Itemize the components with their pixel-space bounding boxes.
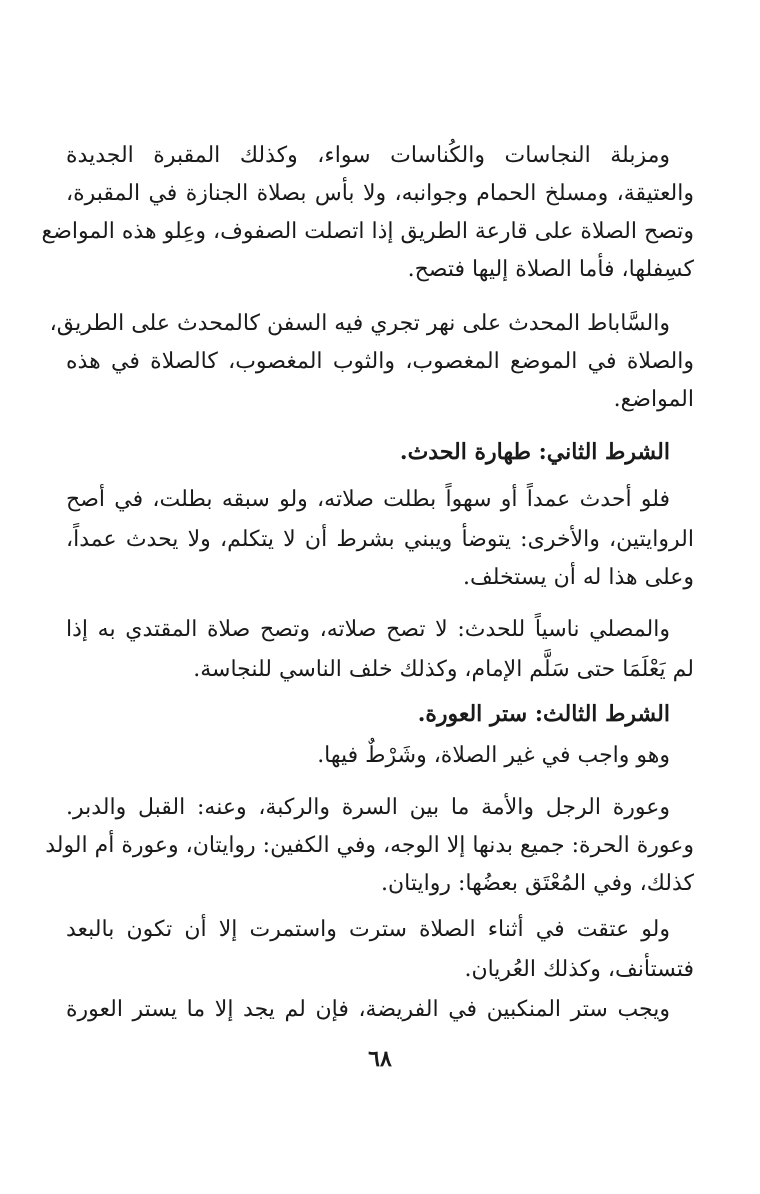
paragraph-line-15: وهو واجب في غير الصلاة، وشَرْطٌ فيها.: [317, 743, 670, 768]
paragraph-line-17: وعورة الحرة: جميع بدنها إلا الوجه، وفي الكفين: روايتان، وعورة أم الولد: [45, 833, 694, 858]
paragraph-line-21: ويجب ستر المنكبين في الفريضة، فإن لم يجد إلا ما يستر العورة: [66, 997, 670, 1022]
paragraph-line-12: والمصلي ناسياً للحدث: لا تصح صلاته، وتصح صلاة المقتدي به إذا: [66, 617, 670, 642]
section-heading-third-condition: الشرط الثالث: ستر العورة.: [417, 701, 670, 727]
paragraph-line-7: المواضع.: [613, 387, 694, 412]
paragraph-line-11: وعلى هذا له أن يستخلف.: [462, 565, 694, 590]
paragraph-line-10: الروايتين، والأخرى: يتوضأ ويبني بشرط أن لا يتكلم، ولا يحدث عمداً،: [66, 527, 694, 552]
paragraph-line-2: والعتيقة، ومسلخ الحمام وجوانبه، ولا بأس بصلاة الجنازة في المقبرة،: [66, 181, 694, 206]
paragraph-line-9: فلو أحدث عمداً أو سهواً بطلت صلاته، ولو سبقه بطلت، في أصح: [66, 487, 670, 512]
paragraph-line-6: والصلاة في الموضع المغصوب، والثوب المغصوب، كالصلاة في هذه: [66, 349, 694, 374]
paragraph-line-4: كسِفلها، فأما الصلاة إليها فتصح.: [407, 257, 694, 282]
paragraph-line-5: والسَّاباط المحدث على نهر تجري فيه السفن كالمحدث على الطريق،: [49, 311, 670, 336]
paragraph-line-18: كذلك، وفي المُعْتَق بعضُها: روايتان.: [381, 871, 694, 896]
paragraph-line-13: لم يَعْلَمَا حتى سَلَّم الإمام، وكذلك خلف الناسي للنجاسة.: [193, 657, 694, 682]
paragraph-line-19: ولو عتقت في أثناء الصلاة سترت واستمرت إلا أن تكون بالبعد: [66, 917, 670, 942]
paragraph-line-20: فتستأنف، وكذلك العُريان.: [464, 957, 694, 982]
paragraph-line-16: وعورة الرجل والأمة ما بين السرة والركبة، وعنه: القبل والدبر.: [66, 795, 670, 820]
section-heading-second-condition: الشرط الثاني: طهارة الحدث.: [399, 439, 670, 465]
paragraph-line-3: وتصح الصلاة على قارعة الطريق إذا اتصلت الصفوف، وعِلو هذه المواضع: [41, 219, 694, 244]
paragraph-line-1: ومزبلة النجاسات والكُناسات سواء، وكذلك المقبرة الجديدة: [66, 143, 670, 168]
page-number: ٦٨: [368, 1046, 392, 1072]
